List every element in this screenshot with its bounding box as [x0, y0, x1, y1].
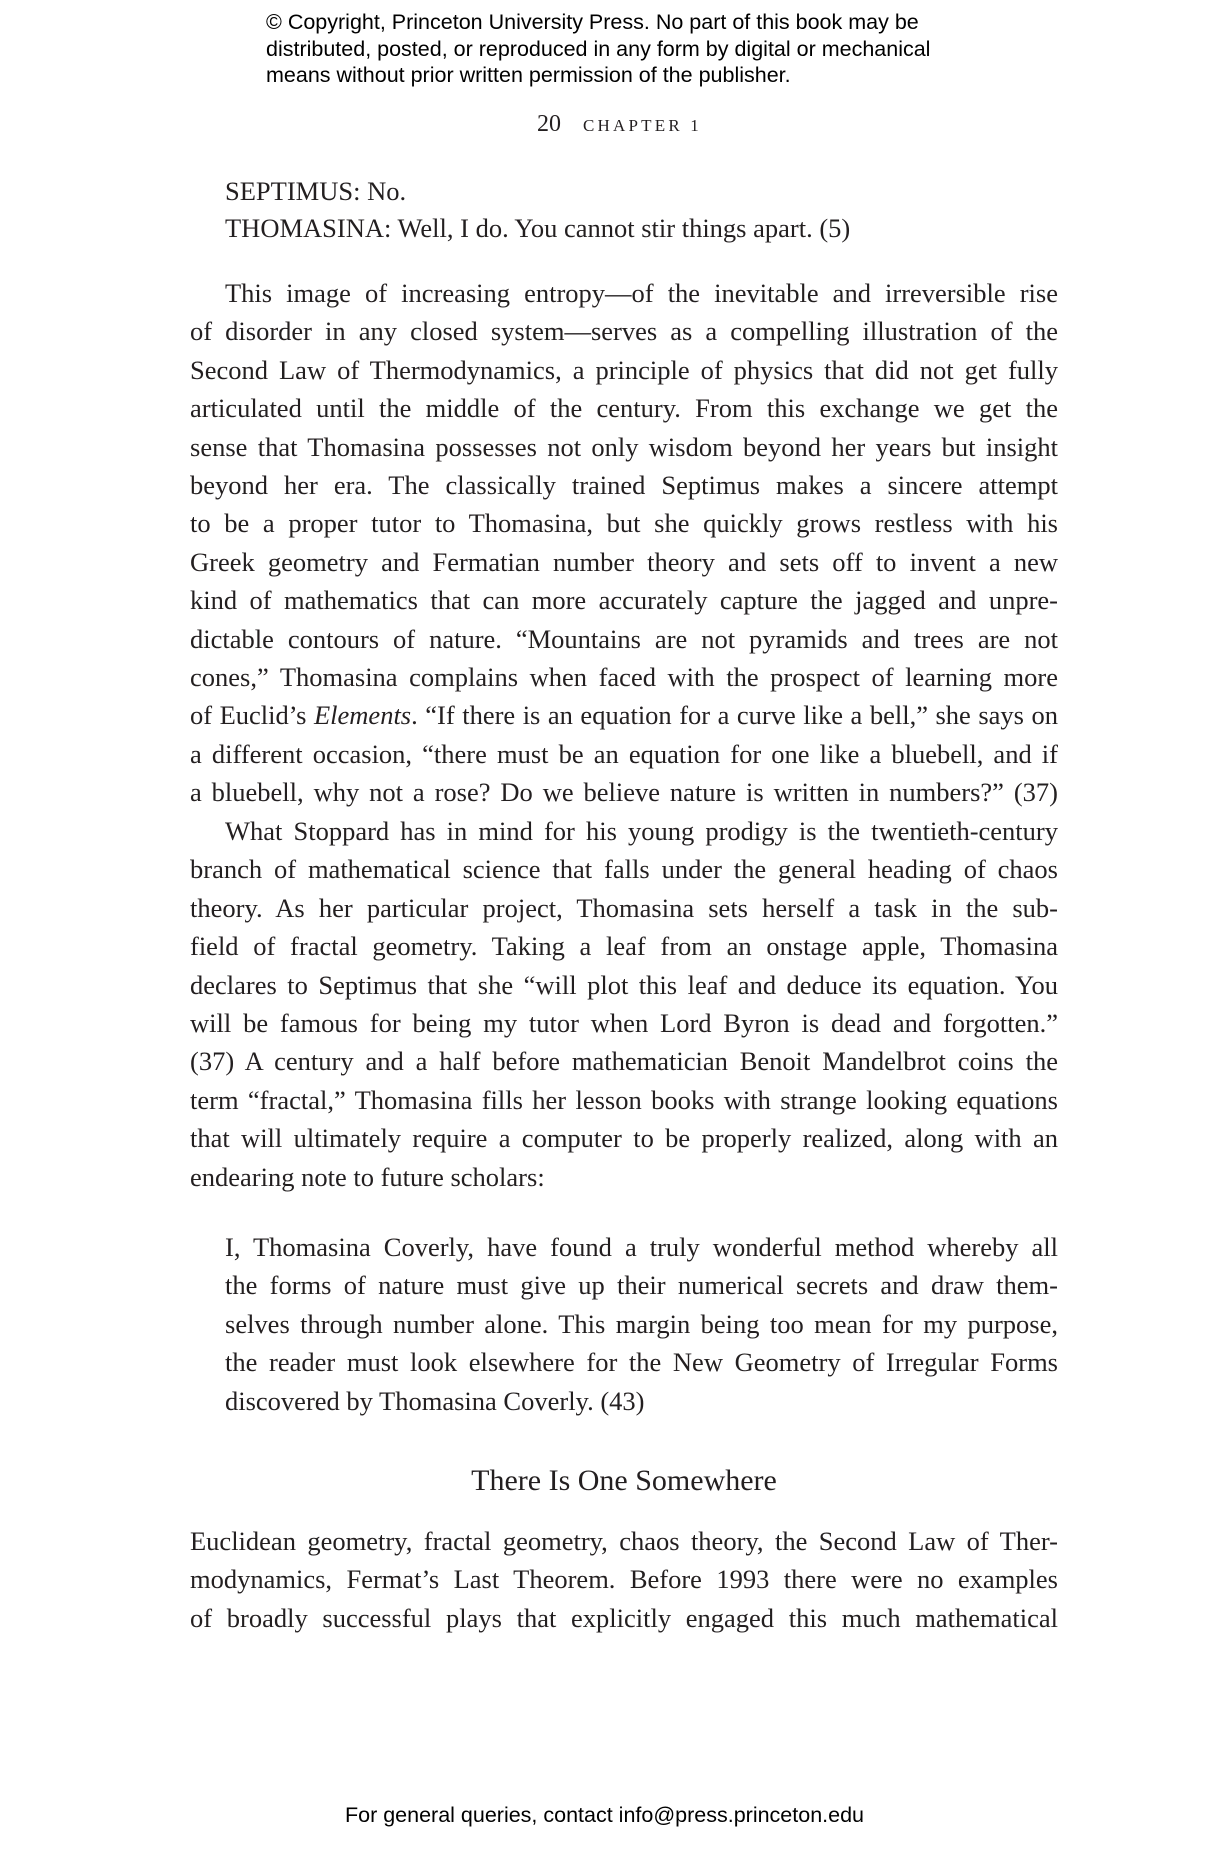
text-line: of broadly successful plays that explicitly engaged this much mathematical: [190, 1602, 1058, 1633]
text-line: a bluebell, why not a rose? Do we believe nature is written in numbers?” (37): [190, 777, 1058, 808]
copyright-line: distributed, posted, or reproduced in any form by digital or mechanical: [266, 36, 931, 61]
text-line: endearing note to future scholars:: [190, 1161, 545, 1192]
text-line: beyond her era. The classically trained Septimus makes a sincere attempt: [190, 470, 1058, 500]
text-segment: . “If there is an equation for a curve like a bell,” she says on: [411, 700, 1058, 731]
text-line: Second Law of Thermodynamics, a principle of physics that did not get fully: [190, 354, 1058, 385]
text-line-with-italic: [190, 696, 1058, 734]
text-line: to be a proper tutor to Thomasina, but she quickly grows restless with his: [190, 508, 1058, 539]
text-line: articulated until the middle of the century. From this exchange we get the: [190, 393, 1058, 424]
quote-line: discovered by Thomasina Coverly. (43): [225, 1385, 645, 1416]
text-line: This image of increasing entropy—of the inevitable and irreversible rise: [225, 278, 1058, 308]
text-line: of disorder in any closed system—serves as a compelling illustration of the: [190, 316, 1058, 347]
text-line: modynamics, Fermat’s Last Theorem. Before 1993 there were no examples: [190, 1564, 1058, 1595]
chapter-label: CHAPTER 1: [583, 116, 703, 135]
dialogue-line: THOMASINA: Well, I do. You cannot stir things apart. (5): [225, 213, 851, 243]
copyright-line: means without prior written permission of the publisher.: [266, 63, 791, 87]
quote-line: selves through number alone. This margin being too mean for my purpose,: [225, 1308, 1058, 1339]
text-line: a different occasion, “there must be an equation for one like a bluebell, and if: [190, 738, 1058, 769]
dialogue-line: SEPTIMUS: No.: [225, 176, 407, 206]
text-line: will be famous for being my tutor when Lord Byron is dead and forgotten.”: [190, 1008, 1058, 1038]
text-line: Greek geometry and Fermatian number theory and sets off to invent a new: [190, 546, 1058, 577]
page-number: 20: [537, 111, 561, 137]
text-line: that will ultimately require a computer to be properly realized, along with an: [190, 1123, 1058, 1154]
copyright-notice: [266, 9, 930, 89]
quote-line: the reader must look elsewhere for the New Geometry of Irregular Forms: [225, 1347, 1058, 1378]
text-line: Euclidean geometry, fractal geometry, chaos theory, the Second Law of Ther-: [190, 1526, 1058, 1556]
quote-line: the forms of nature must give up their numerical secrets and draw them-: [225, 1270, 1058, 1301]
text-line: sense that Thomasina possesses not only wisdom beyond her years but insight: [190, 431, 1058, 462]
contact-text: For general queries, contact info@press.princeton.edu: [345, 1803, 865, 1827]
text-line: kind of mathematics that can more accurately capture the jagged and unpre-: [190, 585, 1058, 616]
text-line: theory. As her particular project, Thomasina sets herself a task in the sub-: [190, 892, 1058, 923]
text-line: dictable contours of nature. “Mountains are not pyramids and trees are not: [190, 623, 1058, 654]
copyright-line: © Copyright, Princeton University Press. No part of this book may be: [266, 10, 919, 34]
text-line: branch of mathematical science that falls under the general heading of chaos: [190, 854, 1058, 885]
section-heading: There Is One Somewhere: [471, 1464, 777, 1497]
text-line: declares to Septimus that she “will plot this leaf and deduce its equation. You: [190, 969, 1058, 1000]
text-segment: of Euclid’s: [190, 700, 314, 731]
text-line: term “fractal,” Thomasina fills her lesson books with strange looking equations: [190, 1084, 1058, 1115]
text-line: What Stoppard has in mind for his young prodigy is the twentieth-century: [225, 816, 1058, 846]
quote-line: I, Thomasina Coverly, have found a truly wonderful method whereby all: [225, 1232, 1058, 1262]
text-line: cones,” Thomasina complains when faced with the prospect of learning more: [190, 662, 1058, 692]
text-line: (37) A century and a half before mathematician Benoit Mandelbrot coins the: [190, 1046, 1058, 1077]
book-title-italic: Elements: [313, 700, 412, 731]
text-line: field of fractal geometry. Taking a leaf from an onstage apple, Thomasina: [190, 931, 1058, 962]
